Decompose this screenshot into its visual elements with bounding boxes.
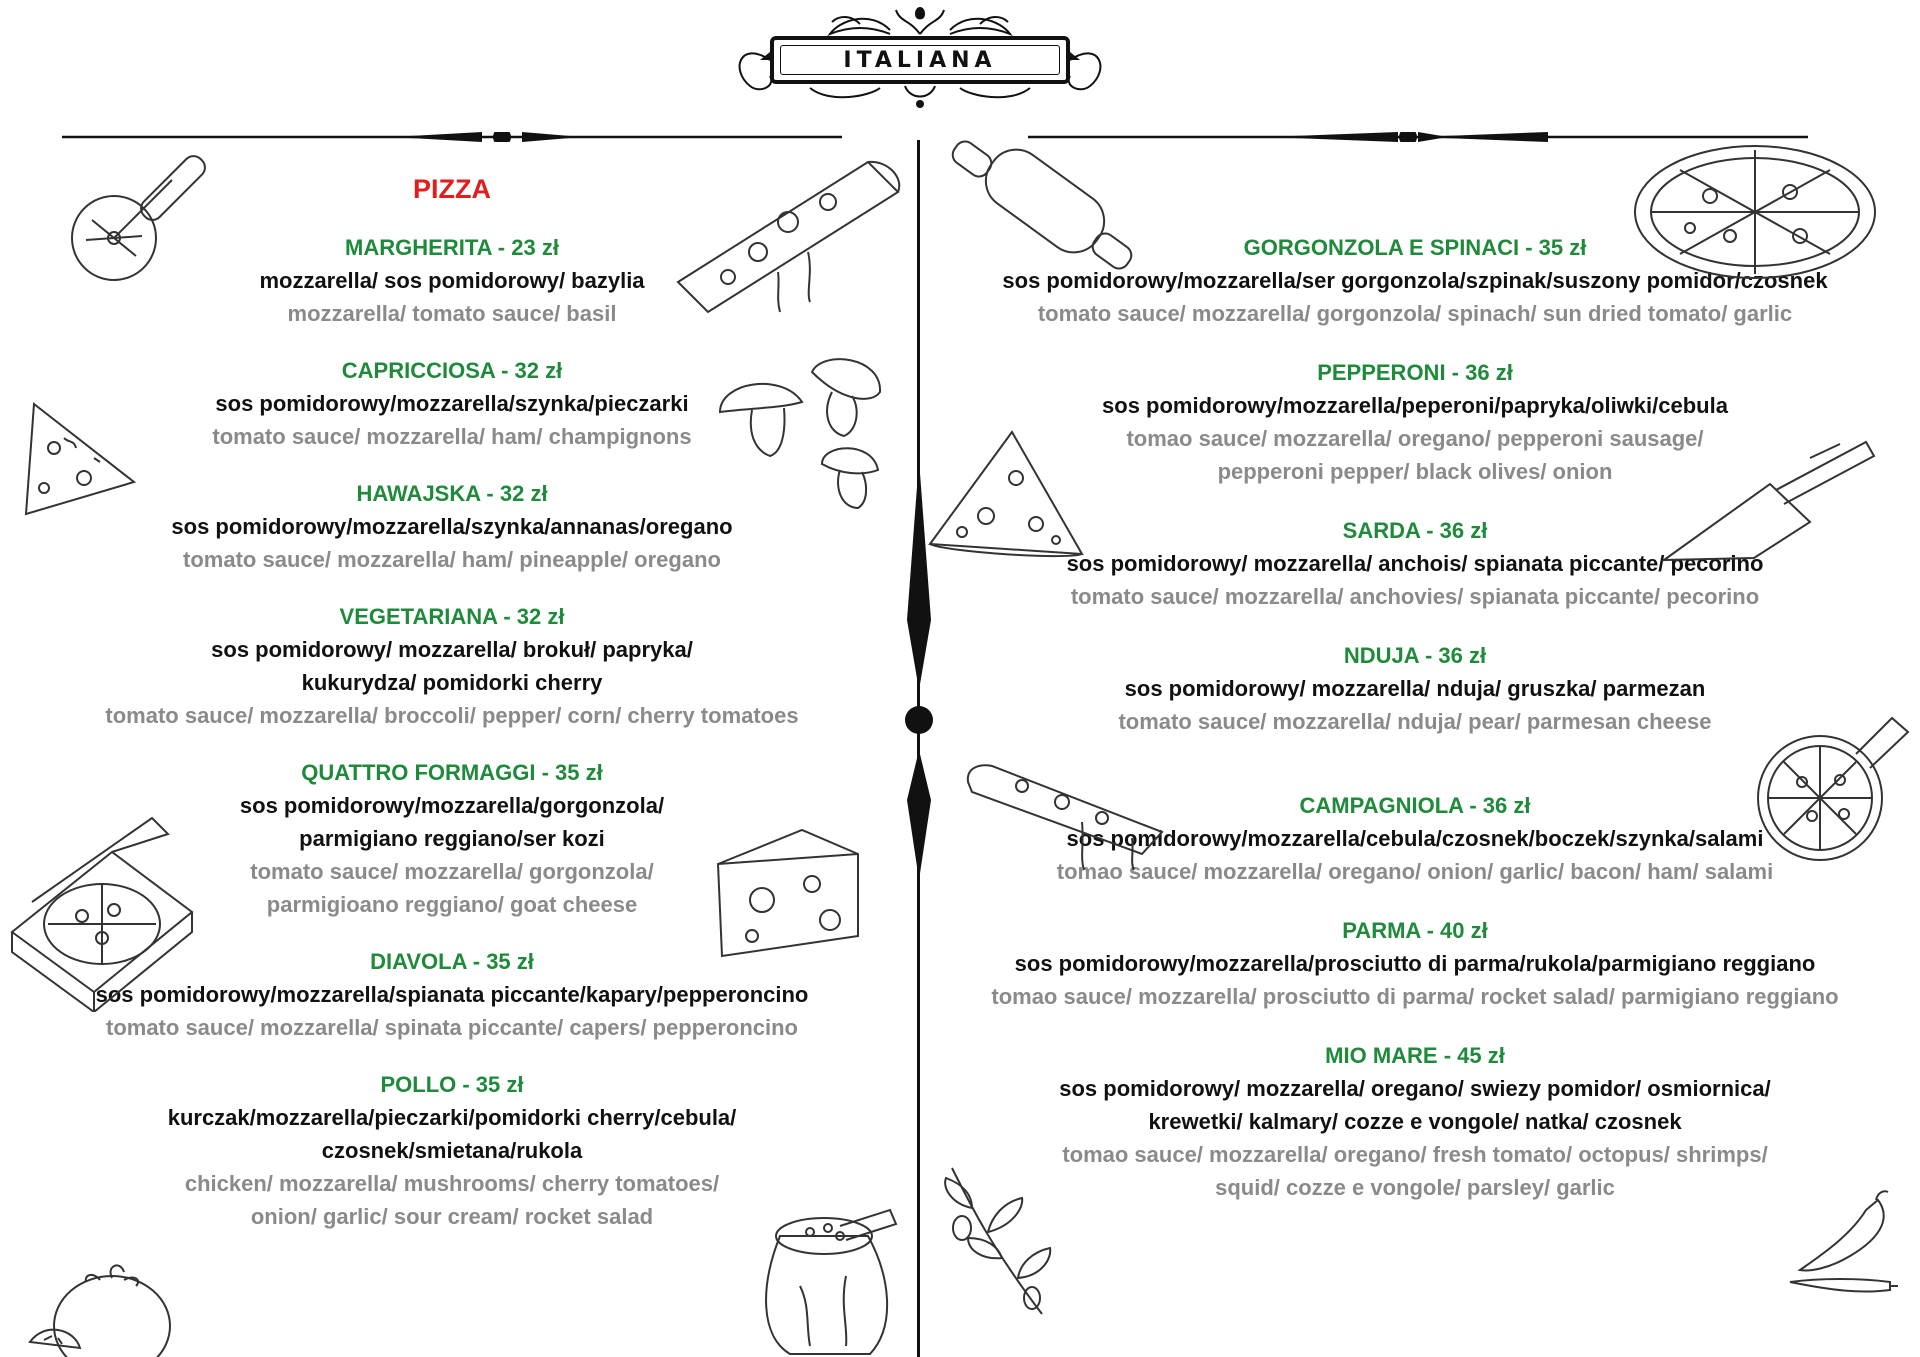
chili-pepper-icon bbox=[1780, 1186, 1900, 1306]
item-ingredients-pl: sos pomidorowy/ mozzarella/ oregano/ swiezy pomidor/ osmiornica/ bbox=[1059, 1076, 1771, 1101]
pizza-box-icon bbox=[2, 812, 202, 1012]
item-ingredients-en: tomato sauce/ mozzarella/ gorgonzola/ spinach/ sun dried tomato/ garlic bbox=[1037, 301, 1793, 326]
item-ingredients-pl: parmigiano reggiano/ser kozi bbox=[299, 826, 605, 851]
item-ingredients-pl: czosnek/smietana/rukola bbox=[321, 1138, 583, 1163]
brand-logo bbox=[720, 0, 1120, 120]
item-ingredients-en: tomato sauce/ mozzarella/ spinata piccante/ capers/ pepperoncino bbox=[106, 1015, 798, 1040]
item-title: HAWAJSKA - 32 zł bbox=[356, 481, 548, 506]
item-ingredients-pl: sos pomidorowy/mozzarella/gorgonzola/ bbox=[239, 793, 665, 818]
item-ingredients-en: tomao sauce/ mozzarella/ oregano/ pepperoni sausage/ bbox=[1126, 426, 1704, 451]
brand-name: ITALIANA bbox=[843, 48, 997, 73]
menu-item bbox=[20, 601, 884, 732]
item-ingredients-en: pepperoni pepper/ black olives/ onion bbox=[1217, 459, 1613, 484]
item-ingredients-en: onion/ garlic/ sour cream/ rocket salad bbox=[250, 1204, 654, 1229]
item-ingredients-en: tomato sauce/ mozzarella/ nduja/ pear/ parmesan cheese bbox=[1118, 709, 1712, 734]
tomato-icon bbox=[24, 1252, 174, 1357]
whole-pizza-icon bbox=[1630, 140, 1880, 285]
item-title: MIO MARE - 45 zł bbox=[1325, 1043, 1505, 1068]
item-ingredients-pl: sos pomidorowy/mozzarella/peperoni/papryka/oliwki/cebula bbox=[1102, 393, 1728, 418]
pizza-slice-icon bbox=[668, 152, 908, 322]
item-ingredients-pl: kurczak/mozzarella/pieczarki/pomidorki cherry/cebula/ bbox=[167, 1105, 737, 1130]
item-ingredients-pl: krewetki/ kalmary/ cozze e vongole/ natka/ czosnek bbox=[1148, 1109, 1682, 1134]
item-ingredients-en: tomao sauce/ mozzarella/ prosciutto di parma/ rocket salad/ parmigiano reggiano bbox=[991, 984, 1839, 1009]
item-ingredients-pl: sos pomidorowy/mozzarella/prosciutto di parma/rukola/parmigiano reggiano bbox=[1014, 951, 1816, 976]
item-ingredients-en: tomato sauce/ mozzarella/ ham/ pineapple/ oregano bbox=[183, 547, 721, 572]
flour-sack-icon bbox=[750, 1206, 900, 1357]
item-ingredients-en: tomao sauce/ mozzarella/ oregano/ fresh tomato/ octopus/ shrimps/ bbox=[1062, 1142, 1768, 1167]
olive-branch-icon bbox=[932, 1148, 1072, 1318]
item-ingredients-pl: sos pomidorowy/ mozzarella/ brokuł/ papryka/ bbox=[211, 637, 693, 662]
item-title: MARGHERITA - 23 zł bbox=[345, 235, 559, 260]
rolling-pin-icon bbox=[932, 135, 1142, 285]
item-ingredients-pl: mozzarella/ sos pomidorowy/ bazylia bbox=[259, 268, 645, 293]
item-ingredients-en: chicken/ mozzarella/ mushrooms/ cherry tomatoes/ bbox=[184, 1171, 720, 1196]
pizza-slice-icon bbox=[14, 398, 144, 518]
pizza-slice-icon bbox=[962, 762, 1172, 872]
item-ingredients-pl: sos pomidorowy/ mozzarella/ anchois/ spianata piccante/ pecorino bbox=[1066, 551, 1764, 576]
item-title: SARDA - 36 zł bbox=[1342, 518, 1488, 543]
item-ingredients-en: tomato sauce/ mozzarella/ anchovies/ spianata piccante/ pecorino bbox=[1070, 584, 1760, 609]
menu-column-right bbox=[930, 172, 1900, 1231]
item-ingredients-pl: sos pomidorowy/ mozzarella/ nduja/ gruszka/ parmezan bbox=[1124, 676, 1706, 701]
item-ingredients-en: tomato sauce/ mozzarella/ gorgonzola/ bbox=[250, 859, 654, 884]
item-title: DIAVOLA - 35 zł bbox=[370, 949, 534, 974]
item-title: CAMPAGNIOLA - 36 zł bbox=[1299, 793, 1531, 818]
item-title: NDUJA - 36 zł bbox=[1343, 643, 1487, 668]
item-ingredients-en: squid/ cozze e vongole/ parsley/ garlic bbox=[1215, 1175, 1615, 1200]
item-title: CAPRICCIOSA - 32 zł bbox=[341, 358, 563, 383]
item-title: PARMA - 40 zł bbox=[1342, 918, 1488, 943]
mushroom-icon bbox=[712, 352, 892, 522]
section-title: PIZZA bbox=[413, 174, 491, 204]
item-title: GORGONZOLA E SPINACI - 35 zł bbox=[1243, 235, 1587, 260]
item-ingredients-pl: sos pomidorowy/mozzarella/szynka/pieczarki bbox=[215, 391, 689, 416]
item-ingredients-en: tomao sauce/ mozzarella/ oregano/ onion/ garlic/ bacon/ ham/ salami bbox=[1056, 859, 1774, 884]
pizza-server-icon bbox=[1660, 434, 1880, 564]
item-title: VEGETARIANA - 32 zł bbox=[339, 604, 565, 629]
item-ingredients-en: tomato sauce/ mozzarella/ broccoli/ pepper/ corn/ cherry tomatoes bbox=[105, 703, 799, 728]
item-ingredients-pl: sos pomidorowy/mozzarella/spianata piccante/kapary/pepperoncino bbox=[95, 982, 809, 1007]
logo-frame bbox=[770, 36, 1070, 84]
item-ingredients-en: mozzarella/ tomato sauce/ basil bbox=[287, 301, 617, 326]
menu-column-left bbox=[20, 172, 884, 1258]
menu-item bbox=[930, 915, 1900, 1013]
item-title: POLLO - 35 zł bbox=[380, 1072, 524, 1097]
item-title: QUATTRO FORMAGGI - 35 zł bbox=[301, 760, 603, 785]
item-ingredients-pl: sos pomidorowy/mozzarella/szynka/annanas/oregano bbox=[171, 514, 733, 539]
menu-item bbox=[930, 1040, 1900, 1204]
item-ingredients-pl: kukurydza/ pomidorki cherry bbox=[301, 670, 603, 695]
item-title: PEPPERONI - 36 zł bbox=[1317, 360, 1513, 385]
item-ingredients-en: parmigioano reggiano/ goat cheese bbox=[266, 892, 638, 917]
pizza-board-icon bbox=[1752, 712, 1912, 862]
item-ingredients-pl: sos pomidorowy/mozzarella/ser gorgonzola/szpinak/suszony pomidor/czosnek bbox=[1002, 268, 1828, 293]
item-ingredients-pl: sos pomidorowy/mozzarella/cebula/czosnek/boczek/szynka/salami bbox=[1066, 826, 1764, 851]
pizza-slice-icon bbox=[926, 428, 1086, 558]
item-ingredients-en: tomato sauce/ mozzarella/ ham/ champignons bbox=[212, 424, 692, 449]
cheese-icon bbox=[712, 824, 862, 964]
pizza-cutter-icon bbox=[62, 140, 242, 290]
